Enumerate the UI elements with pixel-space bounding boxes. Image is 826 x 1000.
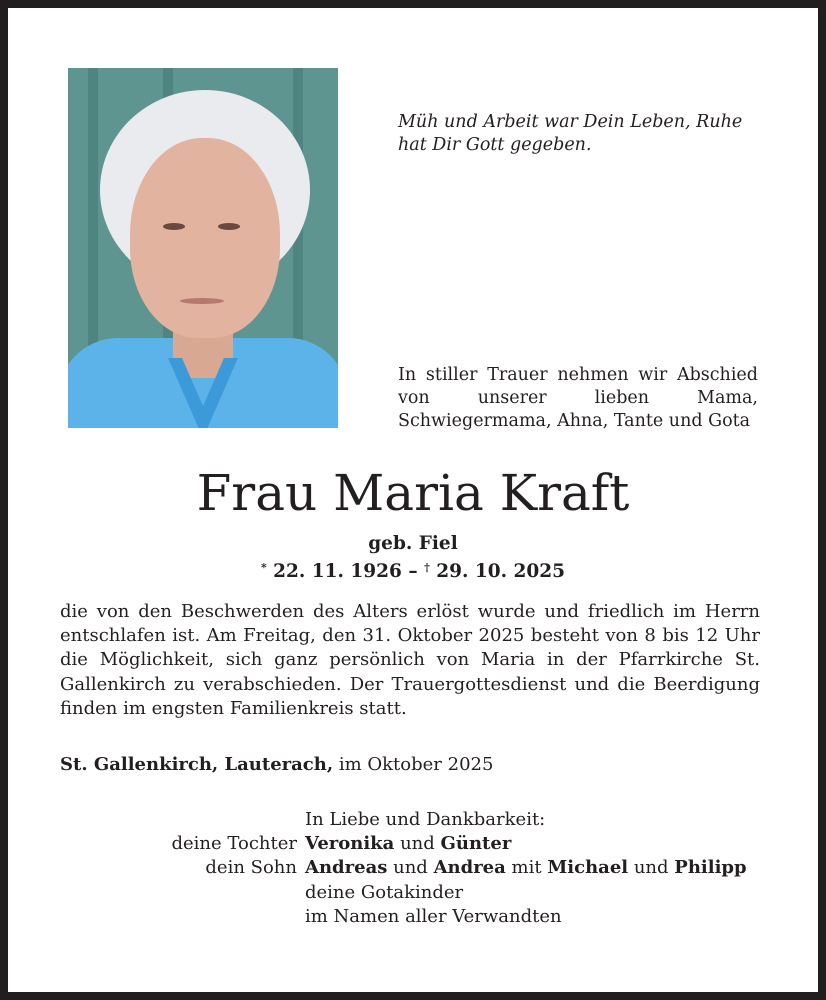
birth-symbol: * (260, 561, 267, 574)
relatives: im Namen aller Verwandten (305, 905, 562, 927)
son-name: Andreas (305, 857, 388, 879)
intro-text: In stiller Trauer nehmen wir Abschied von unserer lieben Mama, Schwiegermama, Ahna, Tante und Gota (398, 365, 758, 431)
face (130, 138, 280, 338)
death-date: 29. 10. 2025 (436, 561, 566, 582)
daughter-label: deine Tochter (171, 833, 297, 855)
conjunction: und (400, 833, 435, 855)
signature-places: St. Gallenkirch, Lauterach, (60, 754, 334, 775)
son-names (305, 856, 747, 880)
birth-date: 22. 11. 1926 (273, 561, 402, 582)
son-partner-name: Andrea (433, 857, 506, 879)
grandchild-name: Michael (547, 857, 629, 879)
life-dates (0, 556, 826, 584)
date-dash: – (401, 561, 425, 582)
son-label: dein Sohn (205, 857, 297, 879)
eye (163, 223, 185, 230)
portrait-photo (68, 68, 338, 428)
birth-name: geb. Fiel (368, 533, 458, 554)
daughter-names (305, 832, 511, 856)
daughter-name: Veronika (305, 833, 395, 855)
signature-date: im Oktober 2025 (338, 754, 494, 775)
memorial-quote: Müh und Arbeit war Dein Leben, Ruhe hat Dir Gott gegeben. (398, 112, 743, 155)
daughter-partner-name: Günter (440, 833, 512, 855)
death-symbol: † (424, 561, 430, 574)
deceased-name: Frau Maria Kraft (196, 464, 630, 522)
family-list (0, 808, 747, 929)
conjunction: mit (511, 857, 542, 879)
family-heading: In Liebe und Dankbarkeit: (305, 809, 546, 830)
signature-line (60, 753, 493, 777)
body-text: die von den Beschwerden des Alters erlöst wurde und friedlich im Herrn entschlafen ist. Am Freitag, den 31. Oktober 2025 besteht von 8 bis 12 Uhr die Möglichkeit, sich ganz persönlich von Maria in der Pfarrkirche St. Gallenkirch zu verabschieden. Der Trauergottesdienst und die Beerdigung finden im engsten Familienkreis statt. (60, 601, 760, 719)
conjunction: und (633, 857, 669, 879)
mouth (180, 298, 224, 304)
eye (218, 223, 240, 230)
godchildren: deine Gotakinder (305, 881, 464, 903)
grandchild-name: Philipp (674, 857, 747, 879)
conjunction: und (393, 857, 428, 879)
